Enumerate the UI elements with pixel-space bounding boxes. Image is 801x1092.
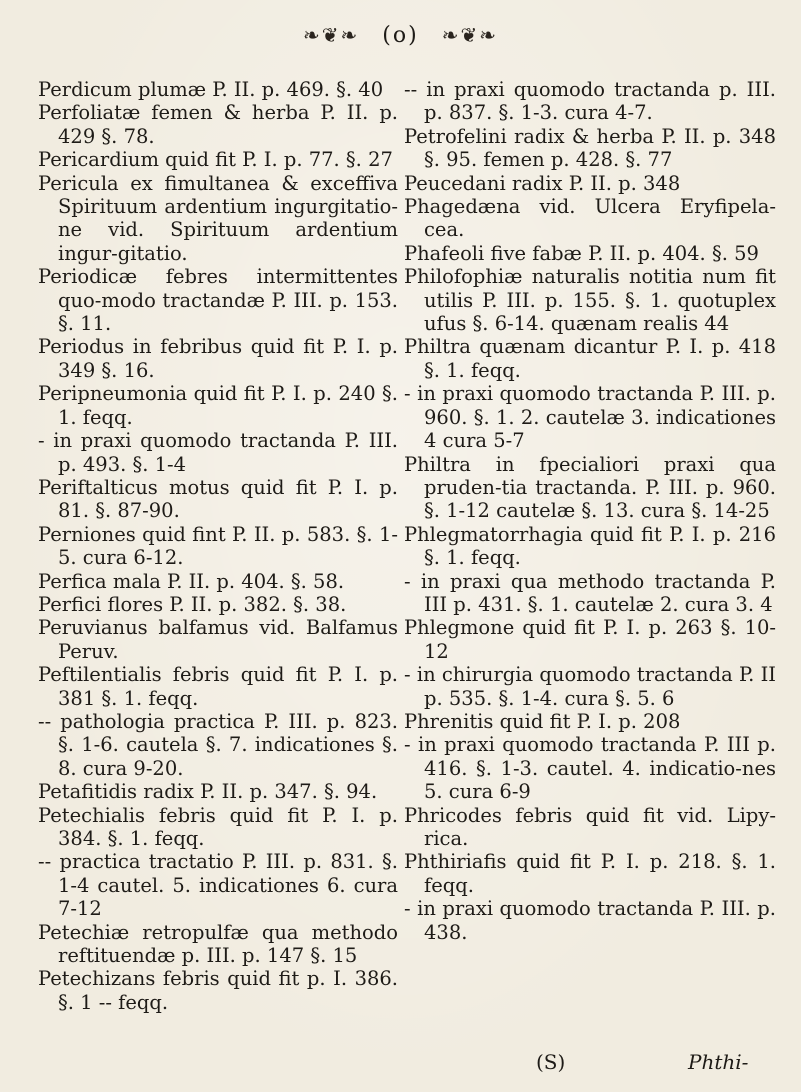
index-entry: Periodus in febribus quid fit P. I. p. 349 §. 16. bbox=[38, 335, 398, 382]
index-column-right bbox=[404, 78, 776, 944]
index-entry: Peruvianus balfamus vid. Balfamus Peruv. bbox=[38, 616, 398, 663]
index-entry: Perfici flores P. II. p. 382. §. 38. bbox=[38, 592, 347, 616]
catchword: Phthi- bbox=[688, 1050, 749, 1074]
index-entry: Phlegmatorrhagia quid fit P. I. p. 216 §. 1. feqq. bbox=[404, 522, 776, 570]
index-entry: Petafitidis radix P. II. p. 347. §. 94. bbox=[38, 780, 378, 804]
index-entry: - in praxi qua methodo tractanda P. III p. 431. §. 1. cautelæ 2. cura 3. 4 bbox=[404, 569, 776, 616]
fleuron-right-icon: ❧❦❧ bbox=[441, 23, 498, 47]
index-entry: Phagedæna vid. Ulcera Eryfipela-cea. bbox=[404, 195, 776, 242]
index-entry: Perniones quid fint P. II. p. 583. §. 1-5. cura 6-12. bbox=[38, 522, 398, 570]
index-entry: Phafeoli five fabæ P. II. p. 404. §. 59 bbox=[404, 241, 759, 265]
index-entry: Phthiriafis quid fit P. I. p. 218. §. 1. feqq. bbox=[404, 850, 776, 897]
index-entry: Petrofelini radix & herba P. II. p. 348 §. 95. femen p. 428. §. 77 bbox=[404, 124, 776, 172]
index-entry: Peucedani radix P. II. p. 348 bbox=[404, 171, 681, 195]
signature-mark: (S) bbox=[536, 1050, 566, 1074]
index-entry: - in chirurgia quomodo tractanda P. II p. 535. §. 1-4. cura §. 5. 6 bbox=[404, 663, 776, 710]
index-entry: Petechizans febris quid fit p. I. 386. §. 1 -- feqq. bbox=[38, 967, 398, 1014]
index-entry: Perfoliatæ femen & herba P. II. p. 429 §. 78. bbox=[38, 101, 398, 148]
index-entry: -- practica tractatio P. III. p. 831. §. 1-4 cautel. 5. indicationes 6. cura 7-12 bbox=[38, 850, 398, 921]
index-entry: - in praxi quomodo tractanda P. III p. 416. §. 1-3. cautel. 4. indicatio-nes 5. cura 6-9 bbox=[404, 733, 776, 804]
index-entry: Phricodes febris quid fit vid. Lipy-rica. bbox=[404, 803, 776, 850]
index-entry: - in praxi quomodo tractanda P. III. p. 960. §. 1. 2. cautelæ 3. indicationes 4 cura 5-7 bbox=[404, 382, 776, 453]
index-entry: Petechialis febris quid fit P. I. p. 384. §. 1. feqq. bbox=[38, 803, 398, 850]
index-entry: Pericardium quid fit P. I. p. 77. §. 27 bbox=[38, 148, 393, 172]
index-column-left bbox=[38, 78, 398, 1014]
index-entry: Phrenitis quid fit P. I. p. 208 bbox=[404, 709, 681, 733]
index-entry: - in praxi quomodo tractanda P. III. p. 493. §. 1-4 bbox=[38, 429, 398, 476]
index-entry: Perfica mala P. II. p. 404. §. 58. bbox=[38, 569, 345, 593]
fleuron-left-icon: ❧❦❧ bbox=[303, 23, 360, 47]
index-entry: Pericula ex fimultanea & exceffiva Spirituum ardentium ingurgitatio-ne vid. Spirituum ardentium ingur-gitatio. bbox=[38, 171, 398, 265]
index-entry: Peripneumonia quid fit P. I. p. 240 §. 1. feqq. bbox=[38, 382, 398, 429]
index-entry: Perdicum plumæ P. II. p. 469. §. 40 bbox=[38, 78, 384, 101]
index-entry: Philofophiæ naturalis notitia num fit utilis P. III. p. 155. §. 1. quotuplex ufus §. 6-14. quænam realis 44 bbox=[404, 265, 776, 336]
index-entry: Petechiæ retropulfæ qua methodo reftituendæ p. III. p. 147 §. 15 bbox=[38, 920, 398, 968]
index-entry: Phlegmone quid fit P. I. p. 263 §. 10-12 bbox=[404, 616, 776, 663]
page-header bbox=[0, 22, 801, 48]
index-entry: -- pathologia practica P. III. p. 823. §. 1-6. cautela §. 7. indicationes §. 8. cura 9-20. bbox=[38, 709, 398, 780]
index-entry: Periftalticus motus quid fit P. I. p. 81. §. 87-90. bbox=[38, 475, 398, 523]
index-entry: Peftilentialis febris quid fit P. I. p. 381 §. 1. feqq. bbox=[38, 663, 398, 710]
index-entry: Philtra quænam dicantur P. I. p. 418 §. 1. feqq. bbox=[404, 335, 776, 382]
page-number: (o) bbox=[382, 22, 419, 48]
index-entry: Philtra in fpecialiori praxi qua pruden-tia tractanda. P. III. p. 960. §. 1-12 cautelæ §. 13. cura §. 14-25 bbox=[404, 452, 776, 523]
index-entry: -- in praxi quomodo tractanda p. III. p. 837. §. 1-3. cura 4-7. bbox=[404, 78, 776, 125]
index-entry: Periodicæ febres intermittentes quo-modo tractandæ P. III. p. 153. §. 11. bbox=[38, 265, 398, 336]
index-entry: - in praxi quomodo tractanda P. III. p. 438. bbox=[404, 897, 776, 944]
